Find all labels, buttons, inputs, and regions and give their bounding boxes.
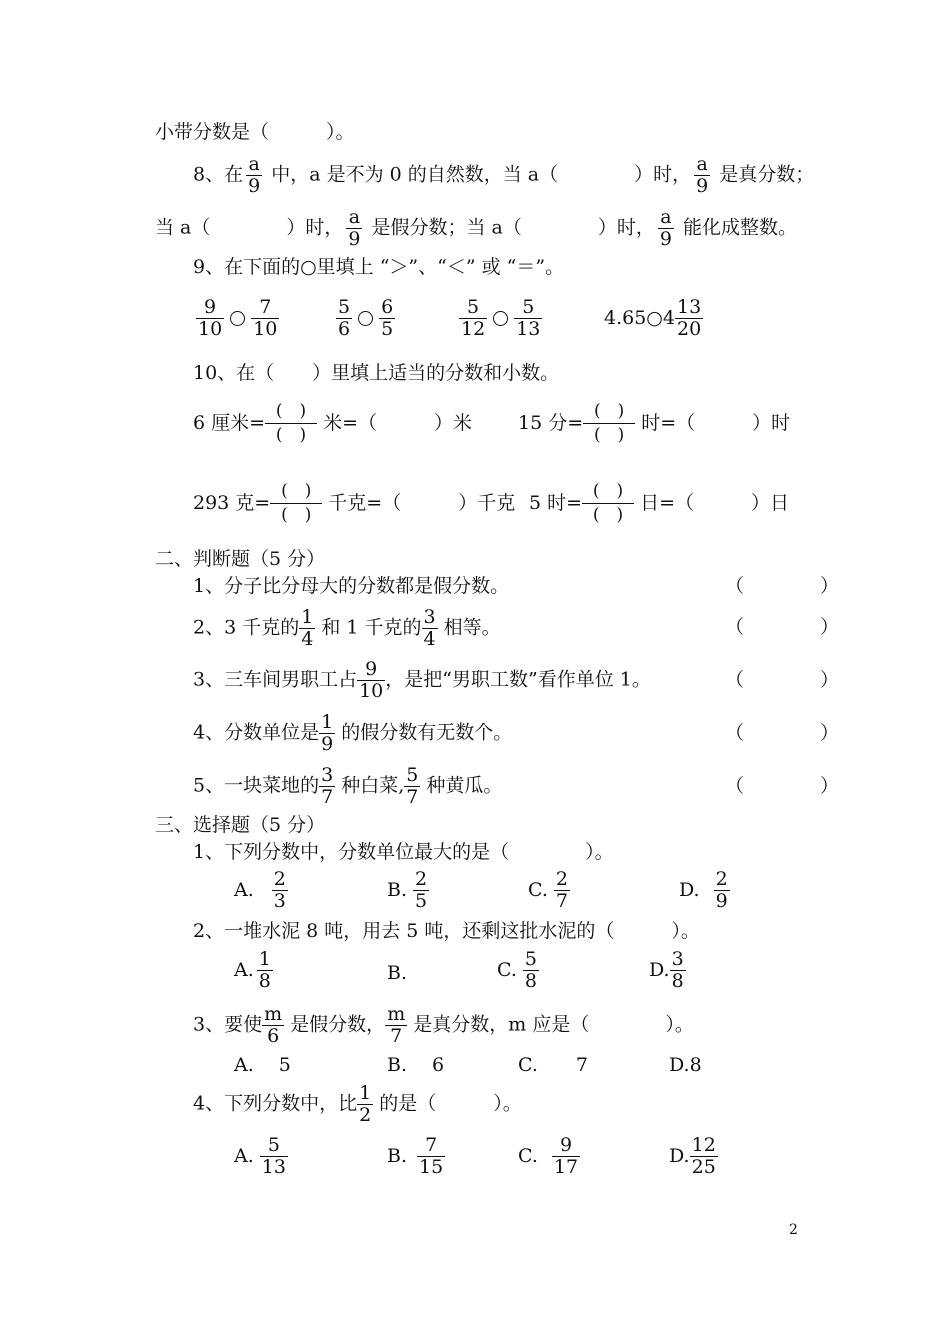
q4-option-c[interactable] [518,1136,583,1177]
option-label: B. [387,879,408,901]
option-label: C. [528,879,548,901]
q9-item-4 [604,298,706,339]
q10-row2-left [193,483,515,524]
q10-text: 293 克= [193,492,271,514]
option-label: A. [234,1145,254,1167]
q10-text: 15 分= [518,412,584,434]
question-10-title: 10、在（ ）里填上适当的分数和小数。 [193,362,560,384]
q9-item-3 [456,298,545,339]
judge-answer-3[interactable]: （ ） [725,669,840,691]
q10-text: 米=（ ）米 [323,412,473,434]
q4-option-d[interactable] [669,1136,718,1177]
judge-text: ，是把“男职工数”看作单位 1。 [385,668,651,691]
judge-text: 和 1 千克的 [321,616,422,639]
fraction: $\frac{2}{3}$ [273,868,286,912]
blank-fraction[interactable]: ( ) ( ) [583,403,635,444]
q3-option-b[interactable]: B. 6 [387,1054,445,1076]
judge-text: 种黄瓜。 [426,774,503,797]
q9-item4-text: 4.65○4 [604,307,675,329]
fraction: $\frac{7}{15}$ [419,1134,444,1178]
option-label: D. [669,1145,690,1167]
q3-option-a[interactable]: A. 5 [234,1054,291,1076]
fraction: $\frac{a}{9}$ [348,206,361,250]
option-label: A. [234,879,254,901]
q10-row2-right [529,483,789,524]
q3-text: 是假分数， [290,1013,386,1036]
q2-option-b[interactable]: B. [387,962,408,984]
option-label: C. [497,959,517,981]
q10-text: 6 厘米= [193,412,266,434]
judge-text: 3、三车间男职工占 [193,668,358,691]
q10-text: 日=（ ）日 [640,492,790,514]
section-2-title: 二、判断题（5 分） [155,548,326,570]
q1-option-c[interactable] [528,870,573,911]
q10-row1-left [193,403,472,444]
fraction: $\frac{2}{7}$ [555,868,568,912]
question-8-line2 [155,208,797,249]
option-label: D. [649,959,670,981]
blank-fraction[interactable]: ( ) ( ) [265,403,317,444]
fraction: $\frac{m}{7}$ [387,1003,406,1047]
fraction: $\frac{a}{9}$ [659,206,672,250]
judge-item-2 [193,608,501,649]
question-9-title: 9、在下面的○里填上 “＞”、“＜” 或 “＝”。 [193,256,565,278]
judge-text: 相等。 [443,616,501,639]
judge-item-4 [193,713,512,754]
q4-text: 4、下列分数中，比 [193,1092,358,1115]
fraction: $\frac{9}{17}$ [553,1134,579,1178]
q3-option-d[interactable]: D.8 [669,1054,702,1076]
q10-text: 时=（ ）时 [641,412,791,434]
choice-q3 [193,1005,694,1046]
option-label: C. [518,1145,538,1167]
fraction: $\frac{3}{7}$ [321,764,334,808]
q4-option-a[interactable] [234,1136,291,1177]
q10-row1-right [518,403,790,444]
q1-option-b[interactable] [387,870,432,911]
fraction: $\frac{m}{6}$ [264,1003,283,1047]
fraction: $\frac{5}{8}$ [524,948,537,992]
fraction: $\frac{6}{5}$ [381,296,394,340]
choice-q4 [193,1084,522,1125]
fraction: $\frac{13}{20}$ [676,296,702,340]
judge-item-1: 1、分子比分母大的分数都是假分数。 [193,575,510,597]
option-label: D. [679,879,700,901]
judge-answer-4[interactable]: （ ） [725,722,840,744]
page-number: 2 [789,1222,798,1238]
fraction: $\frac{1}{2}$ [359,1082,372,1126]
compare-circle[interactable] [358,311,373,326]
q8-text: 能化成整数。 [683,216,798,239]
judge-text: 种白菜, [341,774,405,797]
blank-fraction[interactable]: ( ) ( ) [270,483,322,524]
fraction: $\frac{9}{10}$ [359,658,384,702]
q3-text: 是真分数，m 应是（ ）。 [413,1013,694,1036]
q10-text: 千克=（ ）千克 [328,492,516,514]
q8-text: 当 a（ ）时， [155,216,344,239]
compare-circle[interactable] [230,311,245,326]
q2-option-a[interactable] [234,950,276,991]
q2-option-d[interactable] [649,950,686,991]
compare-circle[interactable] [493,311,508,326]
line-top: 小带分数是（ ）。 [155,121,355,143]
judge-answer-1[interactable]: （ ） [725,575,840,597]
judge-item-3 [193,660,651,701]
question-8-line1 [193,155,814,196]
option-label: B. [387,1145,408,1167]
fraction: $\frac{a}{9}$ [248,153,261,197]
q1-option-a[interactable] [234,870,291,911]
fraction: $\frac{5}{13}$ [261,1134,286,1178]
q4-option-b[interactable] [387,1136,448,1177]
option-label: A. [234,959,254,981]
section-3-title: 三、选择题（5 分） [155,814,326,836]
fraction: $\frac{3}{4}$ [423,606,436,650]
q1-option-d[interactable] [679,870,733,911]
q8-text: 是假分数；当 a（ ）时， [371,216,655,239]
fraction: $\frac{9}{10}$ [198,296,223,340]
fraction: $\frac{5}{7}$ [406,764,419,808]
choice-q1: 1、下列分数中，分数单位最大的是（ ）。 [193,841,614,863]
q3-option-c[interactable]: C. 7 [518,1054,588,1076]
fraction: $\frac{a}{9}$ [696,153,709,197]
judge-text: 的假分数有无数个。 [341,721,513,744]
q10-text: 5 时= [529,492,583,514]
fraction: $\frac{7}{10}$ [253,296,278,340]
fraction: $\frac{5}{6}$ [338,296,351,340]
q9-item-1 [193,298,282,339]
q8-text: 是真分数； [719,163,815,186]
judge-text: 5、一块菜地的 [193,774,320,797]
fraction: $\frac{2}{5}$ [415,868,428,912]
judge-answer-5[interactable]: （ ） [725,775,840,797]
judge-text: 2、3 千克的 [193,616,300,639]
q8-text: 中，a 是不为 0 的自然数，当 a（ ）时， [271,163,692,186]
blank-fraction[interactable]: ( ) ( ) [582,483,634,524]
q2-option-c[interactable] [497,950,542,991]
choice-q2: 2、一堆水泥 8 吨，用去 5 吨，还剩这批水泥的（ ）。 [193,920,700,942]
judge-text: 4、分数单位是 [193,721,320,744]
q4-text: 的是（ ）。 [379,1092,522,1115]
fraction: $\frac{1}{4}$ [301,606,314,650]
q8-text: 8、在 [193,163,244,186]
fraction: $\frac{5}{13}$ [516,296,541,340]
judge-item-5 [193,766,502,807]
fraction: $\frac{1}{8}$ [258,948,271,992]
q9-item-2 [333,298,398,339]
fraction: $\frac{12}{25}$ [691,1134,716,1178]
judge-answer-2[interactable]: （ ） [725,616,840,638]
q3-text: 3、要使 [193,1013,263,1036]
fraction: $\frac{1}{9}$ [321,711,334,755]
fraction: $\frac{2}{9}$ [715,868,728,912]
fraction: $\frac{5}{12}$ [461,296,486,340]
fraction: $\frac{3}{8}$ [671,948,684,992]
